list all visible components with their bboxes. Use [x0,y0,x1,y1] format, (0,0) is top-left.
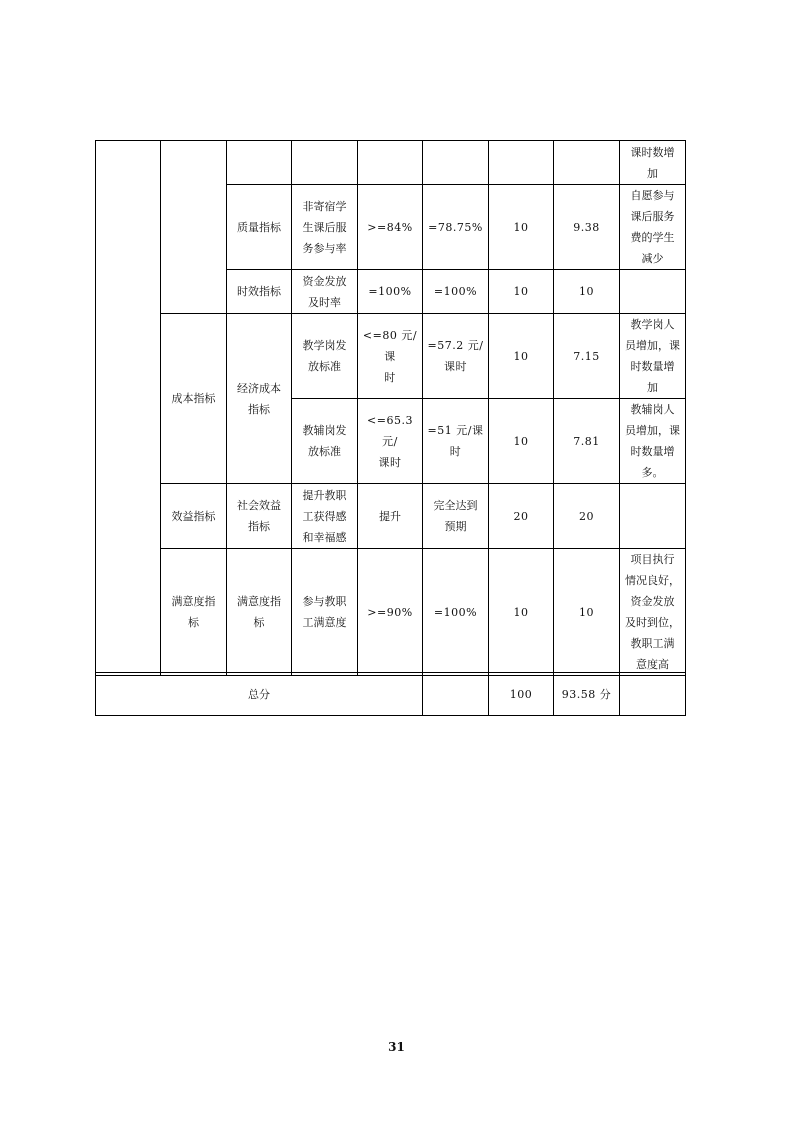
cell-total-label: 总分 [96,673,423,716]
cell-level2-continued [161,141,227,314]
cell-total-score: 93.58 分 [554,673,620,716]
cell-note: 课时数增 加 [620,141,686,185]
cell-actual-value: =51 元/课 时 [423,399,489,484]
cell-empty [358,141,423,185]
cell-actual-value: =57.2 元/ 课时 [423,314,489,399]
cell-target-value: =100% [358,270,423,314]
table-row-satisfaction [96,549,686,676]
cell-indicator-name: 教学岗发 放标准 [292,314,358,399]
table-row-benefit [96,484,686,549]
cell-indicator-name: 资金发放 及时率 [292,270,358,314]
cell-note: 自愿参与 课后服务 费的学生 减少 [620,185,686,270]
cell-total-actual [423,673,489,716]
page-number: 31 [388,1040,405,1054]
cell-score: 20 [554,484,620,549]
cell-actual-value: =78.75% [423,185,489,270]
cell-score: 10 [554,549,620,676]
cell-score: 7.15 [554,314,620,399]
cell-weight: 20 [489,484,554,549]
cell-note: 教学岗人 员增加，课 时数量增 加 [620,314,686,399]
cell-note [620,484,686,549]
cell-indicator-name: 教辅岗发 放标准 [292,399,358,484]
cell-indicator-name: 参与教职 工满意度 [292,549,358,676]
total-score-table [95,672,686,716]
cell-level3-indicator: 经济成本 指标 [227,314,292,484]
cell-level2-indicator: 效益指标 [161,484,227,549]
cell-score: 7.81 [554,399,620,484]
cell-indicator-name: 非寄宿学 生课后服 务参与率 [292,185,358,270]
cell-target-value: >=90% [358,549,423,676]
cell-empty [489,141,554,185]
cell-target-value: 提升 [358,484,423,549]
cell-empty [227,141,292,185]
cell-empty [554,141,620,185]
cell-score: 10 [554,270,620,314]
cell-total-weight: 100 [489,673,554,716]
cell-target-value: <=65.3 元/ 课时 [358,399,423,484]
cell-level1-continued [96,141,161,676]
cell-target-value: <=80 元/课 时 [358,314,423,399]
cell-weight: 10 [489,549,554,676]
performance-score-table [95,140,686,676]
cell-note: 项目执行 情况良好， 资金发放 及时到位， 教职工满 意度高 [620,549,686,676]
cell-actual-value: =100% [423,270,489,314]
cell-level3-indicator: 满意度指 标 [227,549,292,676]
table-row-cost-teaching [96,314,686,399]
cell-level2-indicator: 满意度指 标 [161,549,227,676]
cell-weight: 10 [489,270,554,314]
cell-total-note [620,673,686,716]
cell-score: 9.38 [554,185,620,270]
cell-level3-indicator: 质量指标 [227,185,292,270]
cell-level3-indicator: 社会效益 指标 [227,484,292,549]
cell-note [620,270,686,314]
cell-note: 教辅岗人 员增加，课 时数量增 多。 [620,399,686,484]
cell-weight: 10 [489,399,554,484]
cell-target-value: >=84% [358,185,423,270]
cell-level2-indicator: 成本指标 [161,314,227,484]
cell-empty [292,141,358,185]
cell-actual-value: 完全达到 预期 [423,484,489,549]
table-row-continuation [96,141,686,185]
table-row-total [96,673,686,716]
cell-weight: 10 [489,314,554,399]
cell-level3-indicator: 时效指标 [227,270,292,314]
cell-weight: 10 [489,185,554,270]
cell-empty [423,141,489,185]
cell-indicator-name: 提升教职 工获得感 和幸福感 [292,484,358,549]
cell-actual-value: =100% [423,549,489,676]
